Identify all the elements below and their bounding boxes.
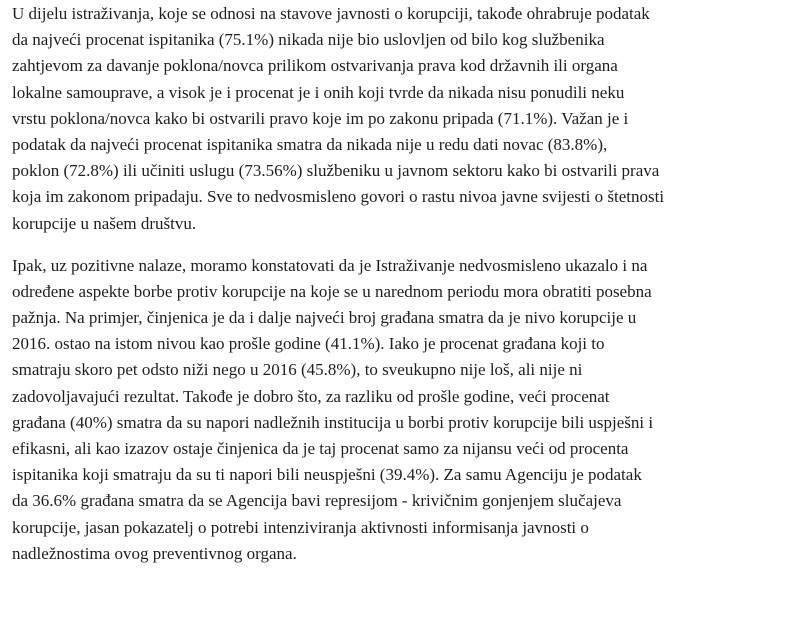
paragraph-line: određene aspekte borbe protiv korupcije na koje se u narednom periodu mora obratiti posebna [12,281,652,301]
paragraph-line: korupcije u našem društvu. [12,213,197,233]
paragraph-line: da 36.6% građana smatra da se Agencija bavi represijom - krivičnim gonjenjem slučajeva [12,491,622,511]
paragraph-line: podatak da najveći procenat ispitanika smatra da nikada nije u redu dati novac (83.8%), [12,134,608,154]
paragraph-line: ispitanika koji smatraju da su ti napori bili neuspješni (39.4%). Za samu Agenciju je podatak [12,465,642,485]
paragraph-line: vrstu poklona/novca kako bi ostvarili pravo koje im po zakonu pripada (71.1%). Važan je i [12,108,629,128]
paragraph-line: poklon (72.8%) ili učiniti uslugu (73.56%) službeniku u javnom sektoru kako bi ostvarili prava [12,161,660,181]
paragraph-line: građana (40%) smatra da su napori nadležnih institucija u borbi protiv korupcije bili uspješni i [12,412,654,432]
paragraph-line: korupcije, jasan pokazatelj o potrebi intenziviranja aktivnosti informisanja javnosti o [12,517,589,537]
paragraph-public-attitudes [12,0,792,237]
paragraph-line: 2016. ostao na istom nivou kao prošle godine (41.1%). Iako je procenat građana koji to [12,334,605,354]
paragraph-anti-corruption-aspects [12,253,792,567]
paragraph-line: zahtjevom za davanje poklona/novca prilikom ostvarivanja prava kod državnih ili organa [12,56,618,76]
article-body [12,0,792,567]
paragraph-line: Ipak, uz pozitivne nalaze, moramo konstatovati da je Istraživanje nedvosmisleno ukazalo i na [12,255,648,275]
paragraph-line: smatraju skoro pet odsto niži nego u 2016 (45.8%), to sveukupno nije loš, ali nije ni [12,360,583,380]
paragraph-line: nadležnostima ovog preventivnog organa. [12,543,297,563]
paragraph-line: da najveći procenat ispitanika (75.1%) nikada nije bio uslovljen od bilo kog službenika [12,30,605,50]
paragraph-line: efikasni, ali kao izazov ostaje činjenica da je taj procenat samo za nijansu veći od procenta [12,439,629,458]
paragraph-line: zadovoljavajući rezultat. Takođe je dobro što, za razliku od prošle godine, veći procenat [12,386,610,406]
paragraph-line: koja im zakonom pripadaju. Sve to nedvosmisleno govori o rastu nivoa javne svijesti o štetnosti [12,187,665,207]
paragraph-line: lokalne samouprave, a visok je i procenat je i onih koji tvrde da nikada nisu ponudili neku [12,82,625,102]
paragraph-line: pažnja. Na primjer, činjenica je da i dalje najveći broj građana smatra da je nivo korupcije u [12,308,637,328]
paragraph-line: U dijelu istraživanja, koje se odnosi na stavove javnosti o korupciji, takođe ohrabruje podatak [12,4,650,23]
